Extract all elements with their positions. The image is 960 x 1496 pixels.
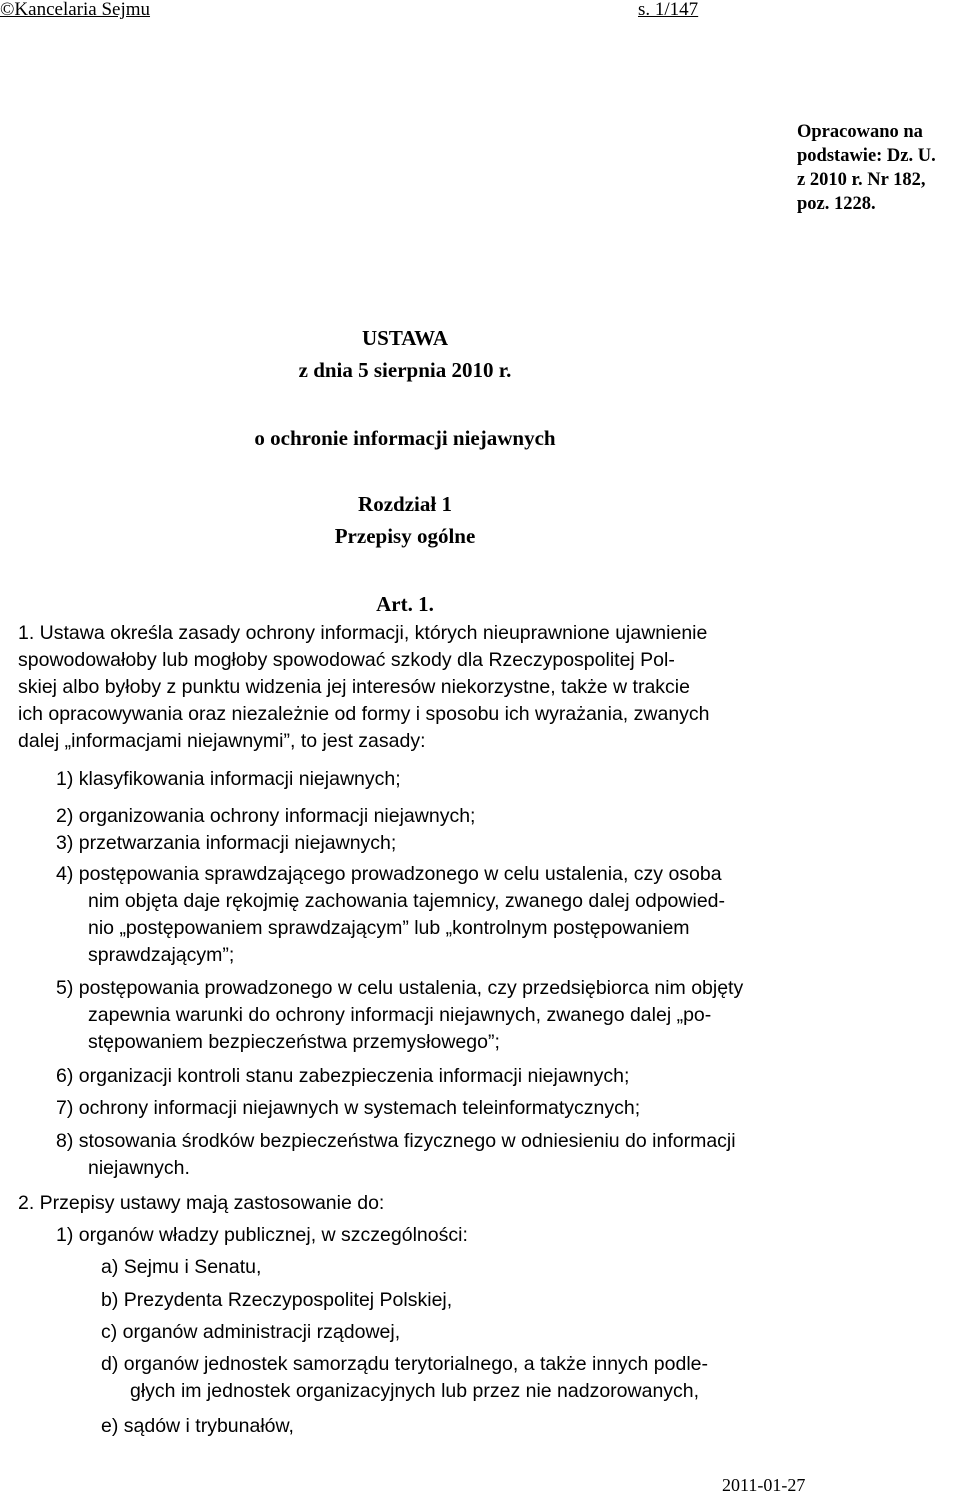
letter-item: b) Prezydenta Rzeczypospolitej Polskiej, — [101, 1289, 453, 1311]
paragraph-line: ich opracowywania oraz niezależnie od formy i sposobu ich wyrażania, zwanych — [18, 703, 710, 725]
paragraph-line: skiej albo byłoby z punktu widzenia jej interesów niekorzystne, także w trakcie — [18, 676, 690, 698]
letter-item: c) organów administracji rządowej, — [101, 1321, 401, 1343]
act-type: USTAWA — [362, 326, 448, 350]
paragraph-line: dalej „informacjami niejawnymi”, to jest zasady: — [18, 730, 426, 752]
header-publisher: ©Kancelaria Sejmu — [0, 0, 151, 20]
act-subject: o ochronie informacji niejawnych — [254, 426, 556, 450]
letter-item-continuation: głych im jednostek organizacyjnych lub przez nie nadzorowanych, — [130, 1380, 700, 1402]
letter-item: d) organów jednostek samorządu terytorialnego, a także innych podle- — [101, 1353, 709, 1375]
list-item: 1) klasyfikowania informacji niejawnych; — [56, 768, 401, 790]
list-item-continuation: zapewnia warunki do ochrony informacji niejawnych, zwanego dalej „po- — [88, 1004, 712, 1026]
article-paragraph-2: 2. Przepisy ustawy mają zastosowanie do: — [18, 1192, 385, 1214]
chapter-number: Rozdział 1 — [358, 492, 452, 516]
header-page-number: s. 1/147 — [638, 0, 699, 20]
source-note: Opracowano na podstawie: Dz. U. z 2010 r. Nr 182, poz. 1228. — [797, 122, 936, 214]
letter-item: a) Sejmu i Senatu, — [101, 1256, 262, 1278]
list-item: 2) organizowania ochrony informacji niejawnych; — [56, 805, 476, 827]
list-item-continuation: nio „postępowaniem sprawdzającym” lub „kontrolnym postępowaniem — [88, 917, 690, 939]
list-item: 7) ochrony informacji niejawnych w systemach teleinformatycznych; — [56, 1097, 641, 1119]
list-item: 4) postępowania sprawdzającego prowadzonego w celu ustalenia, czy osoba — [56, 863, 722, 885]
article-label: Art. 1. — [376, 592, 434, 616]
act-date: z dnia 5 sierpnia 2010 r. — [298, 358, 512, 382]
paragraph-line: 1. Ustawa określa zasady ochrony informacji, których nieuprawnione ujawnienie — [18, 622, 708, 644]
list-item-continuation: stępowaniem bezpieczeństwa przemysłowego”; — [88, 1031, 500, 1053]
list-item: 8) stosowania środków bezpieczeństwa fizycznego w odniesieniu do informacji — [56, 1130, 736, 1152]
list-item-continuation: nim objęta daje rękojmię zachowania tajemnicy, zwanego dalej odpowied- — [88, 890, 725, 912]
list-item: 1) organów władzy publicznej, w szczególności: — [56, 1224, 468, 1246]
list-item: 6) organizacji kontroli stanu zabezpieczenia informacji niejawnych; — [56, 1065, 630, 1087]
paragraph-line: spowodowałoby lub mogłoby spowodować szkody dla Rzeczypospolitej Pol- — [18, 649, 675, 671]
list-item-continuation: niejawnych. — [88, 1157, 190, 1179]
list-item: 3) przetwarzania informacji niejawnych; — [56, 832, 397, 854]
list-item-continuation: sprawdzającym”; — [88, 944, 235, 966]
letter-item: e) sądów i trybunałów, — [101, 1415, 294, 1437]
list-item: 5) postępowania prowadzonego w celu ustalenia, czy przedsiębiorca nim objęty — [56, 977, 744, 999]
footer-date: 2011-01-27 — [722, 1475, 806, 1495]
chapter-name: Przepisy ogólne — [334, 524, 476, 548]
